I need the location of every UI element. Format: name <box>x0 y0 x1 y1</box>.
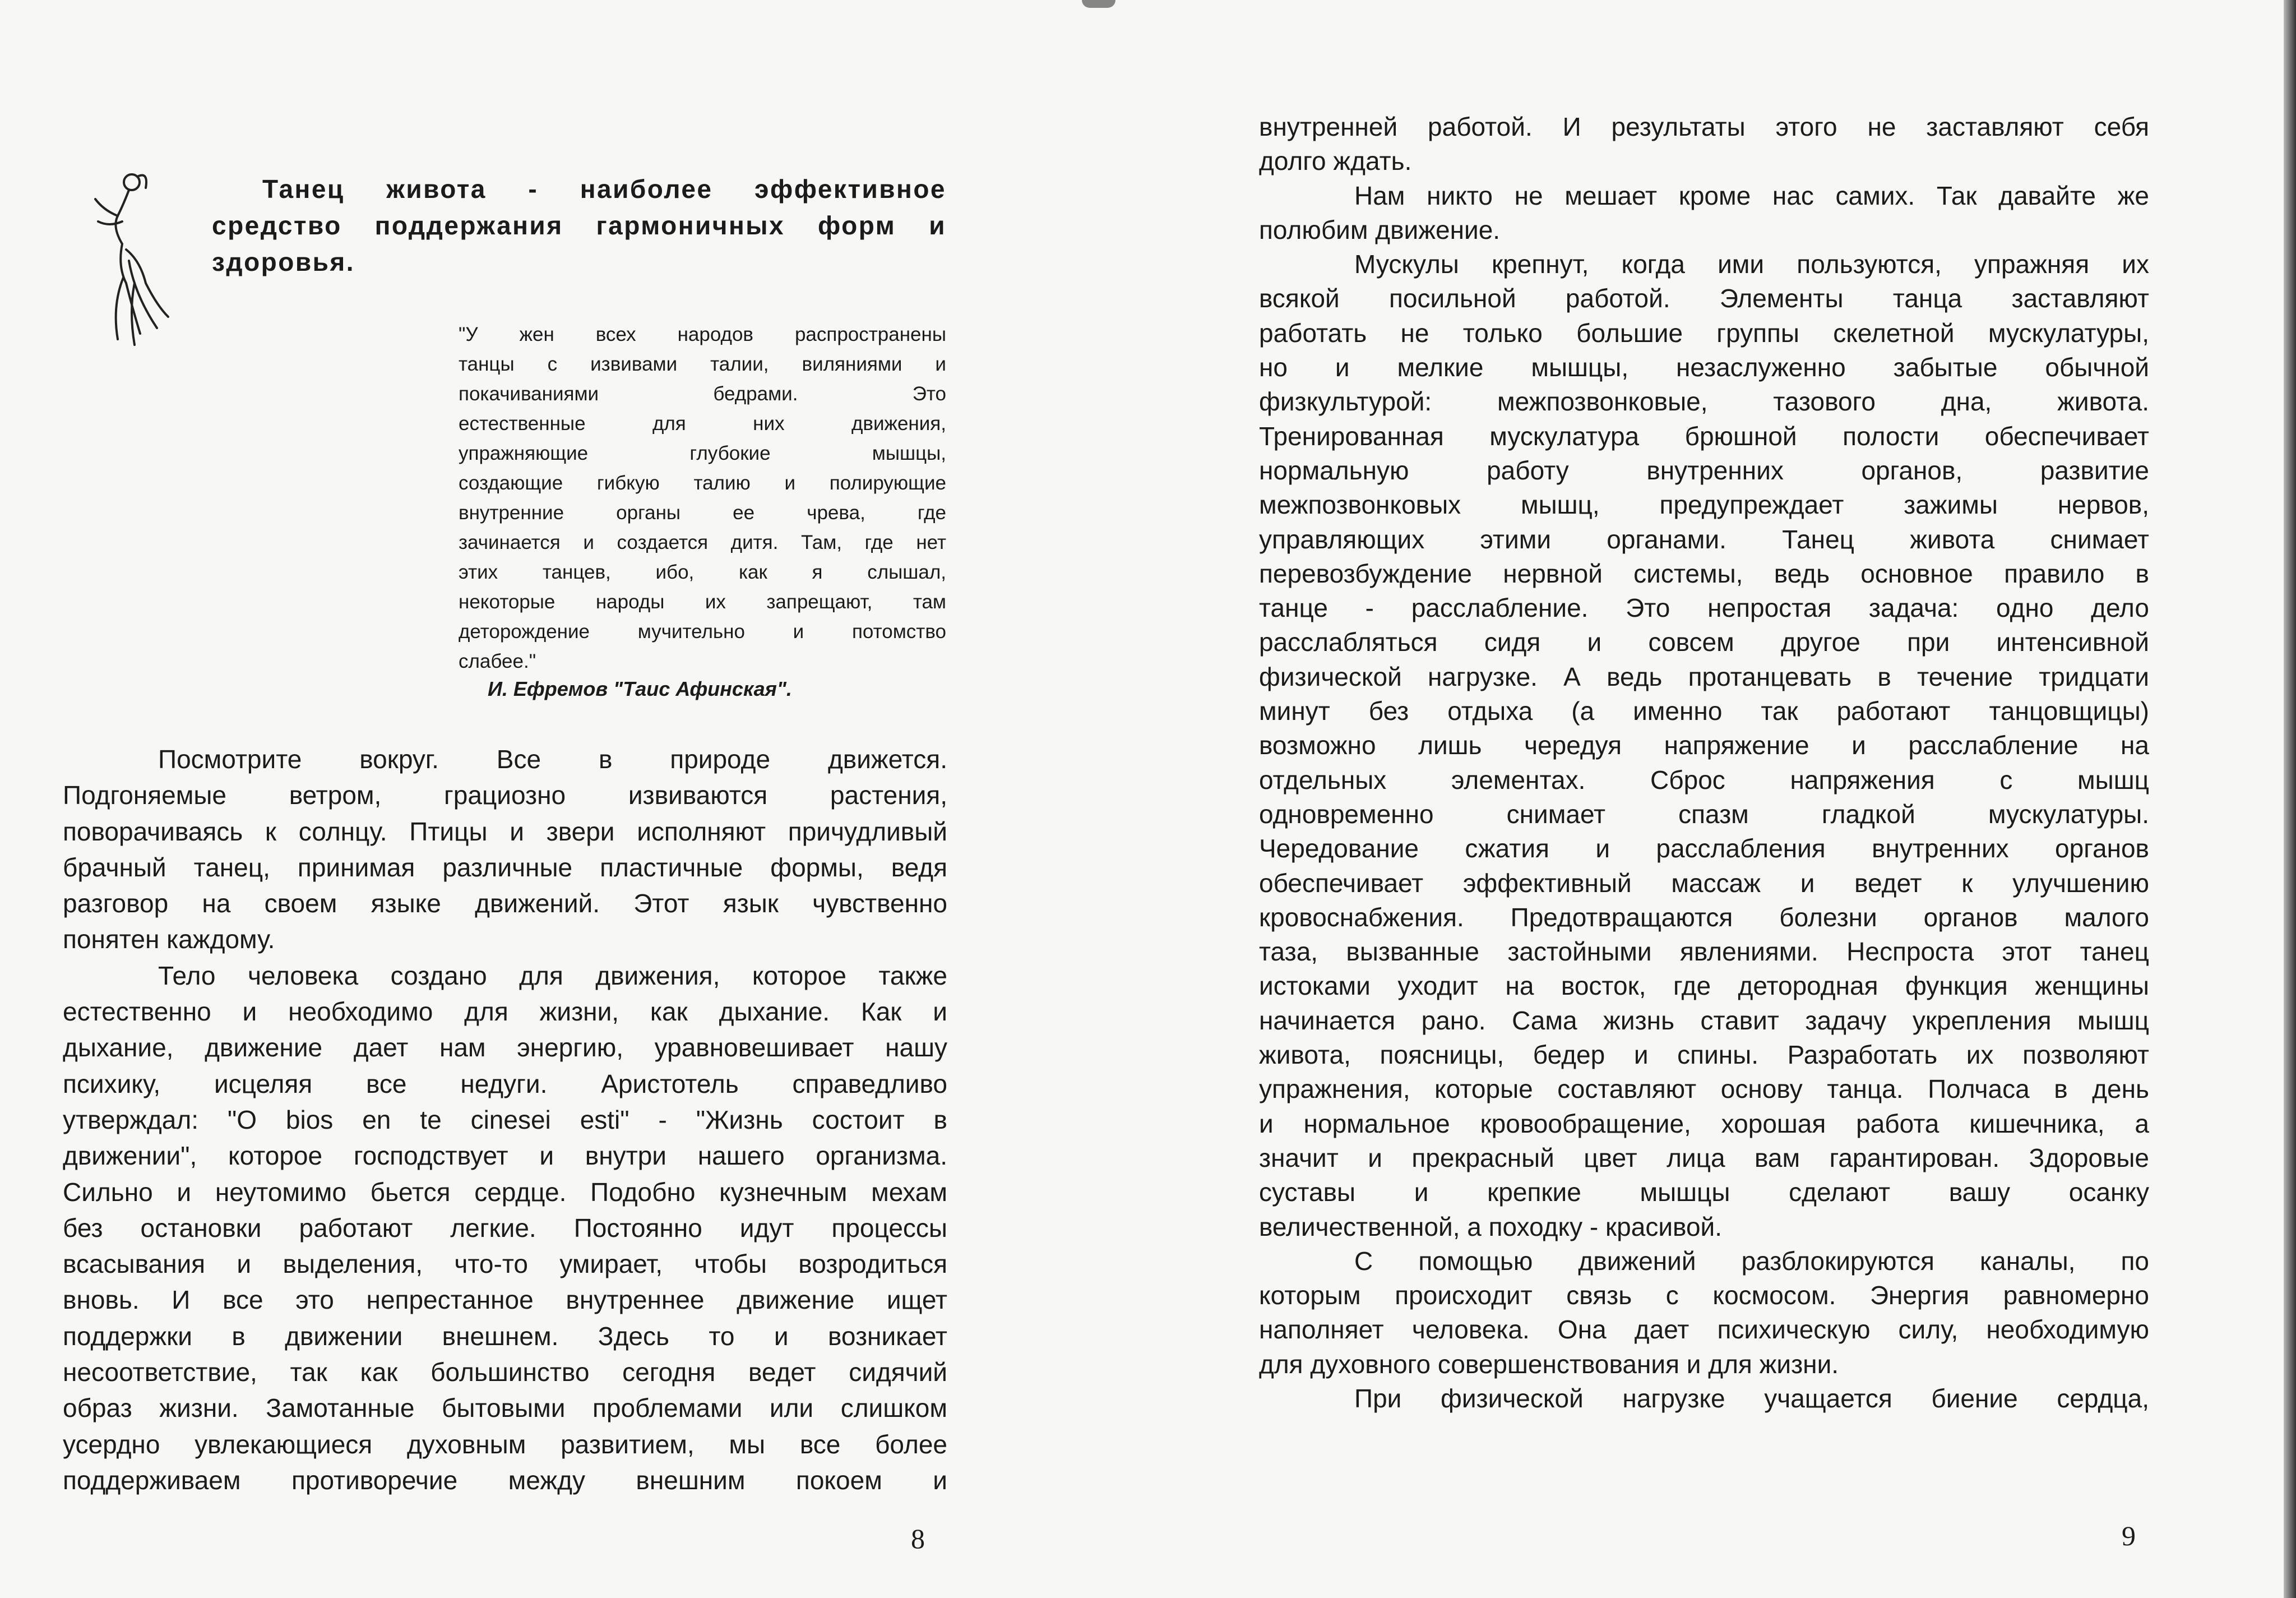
paragraph <box>63 958 947 1498</box>
text-line: вновь. И все это непрестанное внутреннее движение ищет <box>63 1285 947 1315</box>
text-line: психику, исцеляя все недуги. Аристотель справедливо <box>63 1069 947 1098</box>
text-line: упражнения, которые составляют основу танца. Полчаса в день <box>1259 1074 2149 1104</box>
text-line: Нам никто не мешает кроме нас самих. Так давайте же <box>1354 181 2149 210</box>
quote-line: естественные для них движения, <box>459 413 946 435</box>
heading-line: Танец живота - наиболее эффективное <box>262 174 946 204</box>
quote-line: "У жен всех народов распространены <box>459 324 946 345</box>
text-line: работать не только большие группы скелетной мускулатуры, <box>1259 318 2149 348</box>
quote-line: зачинается и создается дитя. Там, где нет <box>459 532 946 553</box>
page-number-left: 8 <box>911 1523 925 1554</box>
text-line: управляющих этими органами. Танец живота снимает <box>1259 524 2149 554</box>
paragraph <box>1259 1244 2149 1382</box>
text-line: внутренней работой. И результаты этого не заставляют себя <box>1259 112 2149 141</box>
quote-line: создающие гибкую талию и полирующие <box>459 472 946 494</box>
scan-page-edge <box>2284 0 2296 1598</box>
chapter-heading <box>212 171 946 280</box>
text-line: минут без отдыха (а именно так работают танцовщицы) <box>1259 696 2149 726</box>
dancer-illustration-icon <box>78 165 179 350</box>
paragraph <box>1259 179 2149 248</box>
page-number-right: 9 <box>2122 1520 2136 1551</box>
paragraph <box>1259 110 2149 179</box>
paragraph <box>1259 1382 2149 1416</box>
text-line: несоответствие, так как большинство сегодня ведет сидячий <box>63 1357 947 1387</box>
text-line: образ жизни. Замотанные бытовыми проблемами или слишком <box>63 1393 947 1423</box>
text-line: истоками уходит на восток, где детородная функция женщины <box>1259 971 2149 1001</box>
text-line: Подгоняемые ветром, грациозно извиваются растения, <box>63 780 947 810</box>
text-line: суставы и крепкие мышцы сделают вашу осанку <box>1259 1177 2149 1207</box>
text-line: усердно увлекающиеся духовным развитием, мы все более <box>63 1429 947 1459</box>
text-line: кровоснабжения. Предотвращаются болезни органов малого <box>1259 902 2149 932</box>
text-line: При физической нагрузке учащается биение сердца, <box>1354 1383 2149 1413</box>
text-line: но и мелкие мышцы, незаслуженно забытые обычной <box>1259 353 2149 382</box>
text-line: перевозбуждение нервной системы, ведь основное правило в <box>1259 558 2149 588</box>
text-line: всякой посильной работой. Элементы танца заставляют <box>1259 284 2149 313</box>
quote-line: некоторые народы их запрещают, там <box>459 591 946 613</box>
left-page-body <box>63 741 947 1498</box>
quote-line: внутренние органы ее чрева, где <box>459 502 946 524</box>
text-line: нормальную работу внутренних органов, развитие <box>1259 455 2149 485</box>
text-line: С помощью движений разблокируются каналы, по <box>1354 1246 2149 1276</box>
text-line: Чередование сжатия и расслабления внутренних органов <box>1259 834 2149 863</box>
text-line: Посмотрите вокруг. Все в природе движется. <box>158 745 947 774</box>
text-line: долго ждать. <box>1259 146 1412 176</box>
text-line: начинается рано. Сама жизнь ставит задачу укрепления мышц <box>1259 1005 2149 1035</box>
text-line: живота, поясницы, бедер и спины. Разработать их позволяют <box>1259 1040 2149 1070</box>
text-line: и нормальное кровообращение, хорошая работа кишечника, а <box>1259 1109 2149 1138</box>
scan-artifact <box>1082 0 1115 8</box>
text-line: Тело человека создано для движения, которое также <box>158 960 947 990</box>
quote-line: танцы с извивами талии, виляниями и <box>459 353 946 375</box>
text-line: значит и прекрасный цвет лица вам гарантирован. Здоровые <box>1259 1143 2149 1172</box>
heading-line: здоровья. <box>212 247 355 276</box>
text-line: одновременно снимает спазм гладкой мускулатуры. <box>1259 799 2149 829</box>
text-line: поддержки в движении внешнем. Здесь то и возникает <box>63 1321 947 1351</box>
text-line: брачный танец, принимая различные пластичные формы, ведя <box>63 852 947 882</box>
quote-line: деторождение мучительно и потомство <box>459 621 946 643</box>
right-page-body <box>1259 110 2149 1416</box>
text-line: величественной, а походку - красивой. <box>1259 1212 1723 1241</box>
text-line: танце - расслабление. Это непростая задача: одно дело <box>1259 593 2149 623</box>
text-line: естественно и необходимо для жизни, как дыхание. Как и <box>63 997 947 1027</box>
text-line: дыхание, движение дает нам энергию, уравновешивает нашу <box>63 1033 947 1063</box>
text-line: межпозвонковых мышц, предупреждает зажимы нервов, <box>1259 490 2149 520</box>
text-line: без остановки работают легкие. Постоянно идут процессы <box>63 1213 947 1243</box>
text-line: утверждал: "O bios en te cinesei esti" - "Жизнь состоит в <box>63 1105 947 1134</box>
text-line: обеспечивает эффективный массаж и ведет к улучшению <box>1259 868 2149 898</box>
text-line: Мускулы крепнут, когда ими пользуются, упражняя их <box>1354 250 2149 279</box>
quote-line: этих танцев, ибо, как я слышал, <box>459 561 946 583</box>
text-line: физической нагрузке. А ведь протанцевать в течение тридцати <box>1259 662 2149 691</box>
text-line: отдельных элементах. Сброс напряжения с мышц <box>1259 765 2149 795</box>
text-line: наполняет человека. Она дает психическую силу, необходимую <box>1259 1315 2149 1345</box>
paragraph <box>63 741 947 958</box>
text-line: понятен каждому. <box>63 925 275 954</box>
text-line: поворачиваясь к солнцу. Птицы и звери исполняют причудливый <box>63 816 947 846</box>
text-line: всасывания и выделения, что-то умирает, чтобы возродиться <box>63 1249 947 1279</box>
text-line: поддерживаем противоречие между внешним покоем и <box>63 1465 947 1495</box>
text-line: возможно лишь чередуя напряжение и расслабление на <box>1259 731 2149 760</box>
text-line: разговор на своем языке движений. Этот язык чувственно <box>63 889 947 918</box>
text-line: полюбим движение. <box>1259 215 1501 244</box>
quote-line: слабее." <box>459 650 536 672</box>
text-line: которым происходит связь с космосом. Энергия равномерно <box>1259 1281 2149 1310</box>
paragraph <box>1259 247 2149 1244</box>
text-line: таза, вызванные застойными явлениями. Неспроста этот танец <box>1259 937 2149 967</box>
epigraph-quote <box>459 320 946 676</box>
text-line: Тренированная мускулатура брюшной полости обеспечивает <box>1259 421 2149 451</box>
quote-line: упражняющие глубокие мышцы, <box>459 442 946 464</box>
text-line: для духовного совершенствования и для жизни. <box>1259 1349 1839 1379</box>
quote-line: покачиваниями бедрами. Это <box>459 383 946 405</box>
text-line: расслабляться сидя и совсем другое при интенсивной <box>1259 627 2149 657</box>
quote-attribution: И. Ефремов "Таис Афинская". <box>488 677 792 700</box>
heading-line: средство поддержания гармоничных форм и <box>212 211 946 240</box>
text-line: движении", которое господствует и внутри нашего организма. <box>63 1141 947 1171</box>
text-line: физкультурой: межпозвонковые, тазового дна, живота. <box>1259 387 2149 417</box>
text-line: Сильно и неутомимо бьется сердце. Подобно кузнечным мехам <box>63 1177 947 1207</box>
